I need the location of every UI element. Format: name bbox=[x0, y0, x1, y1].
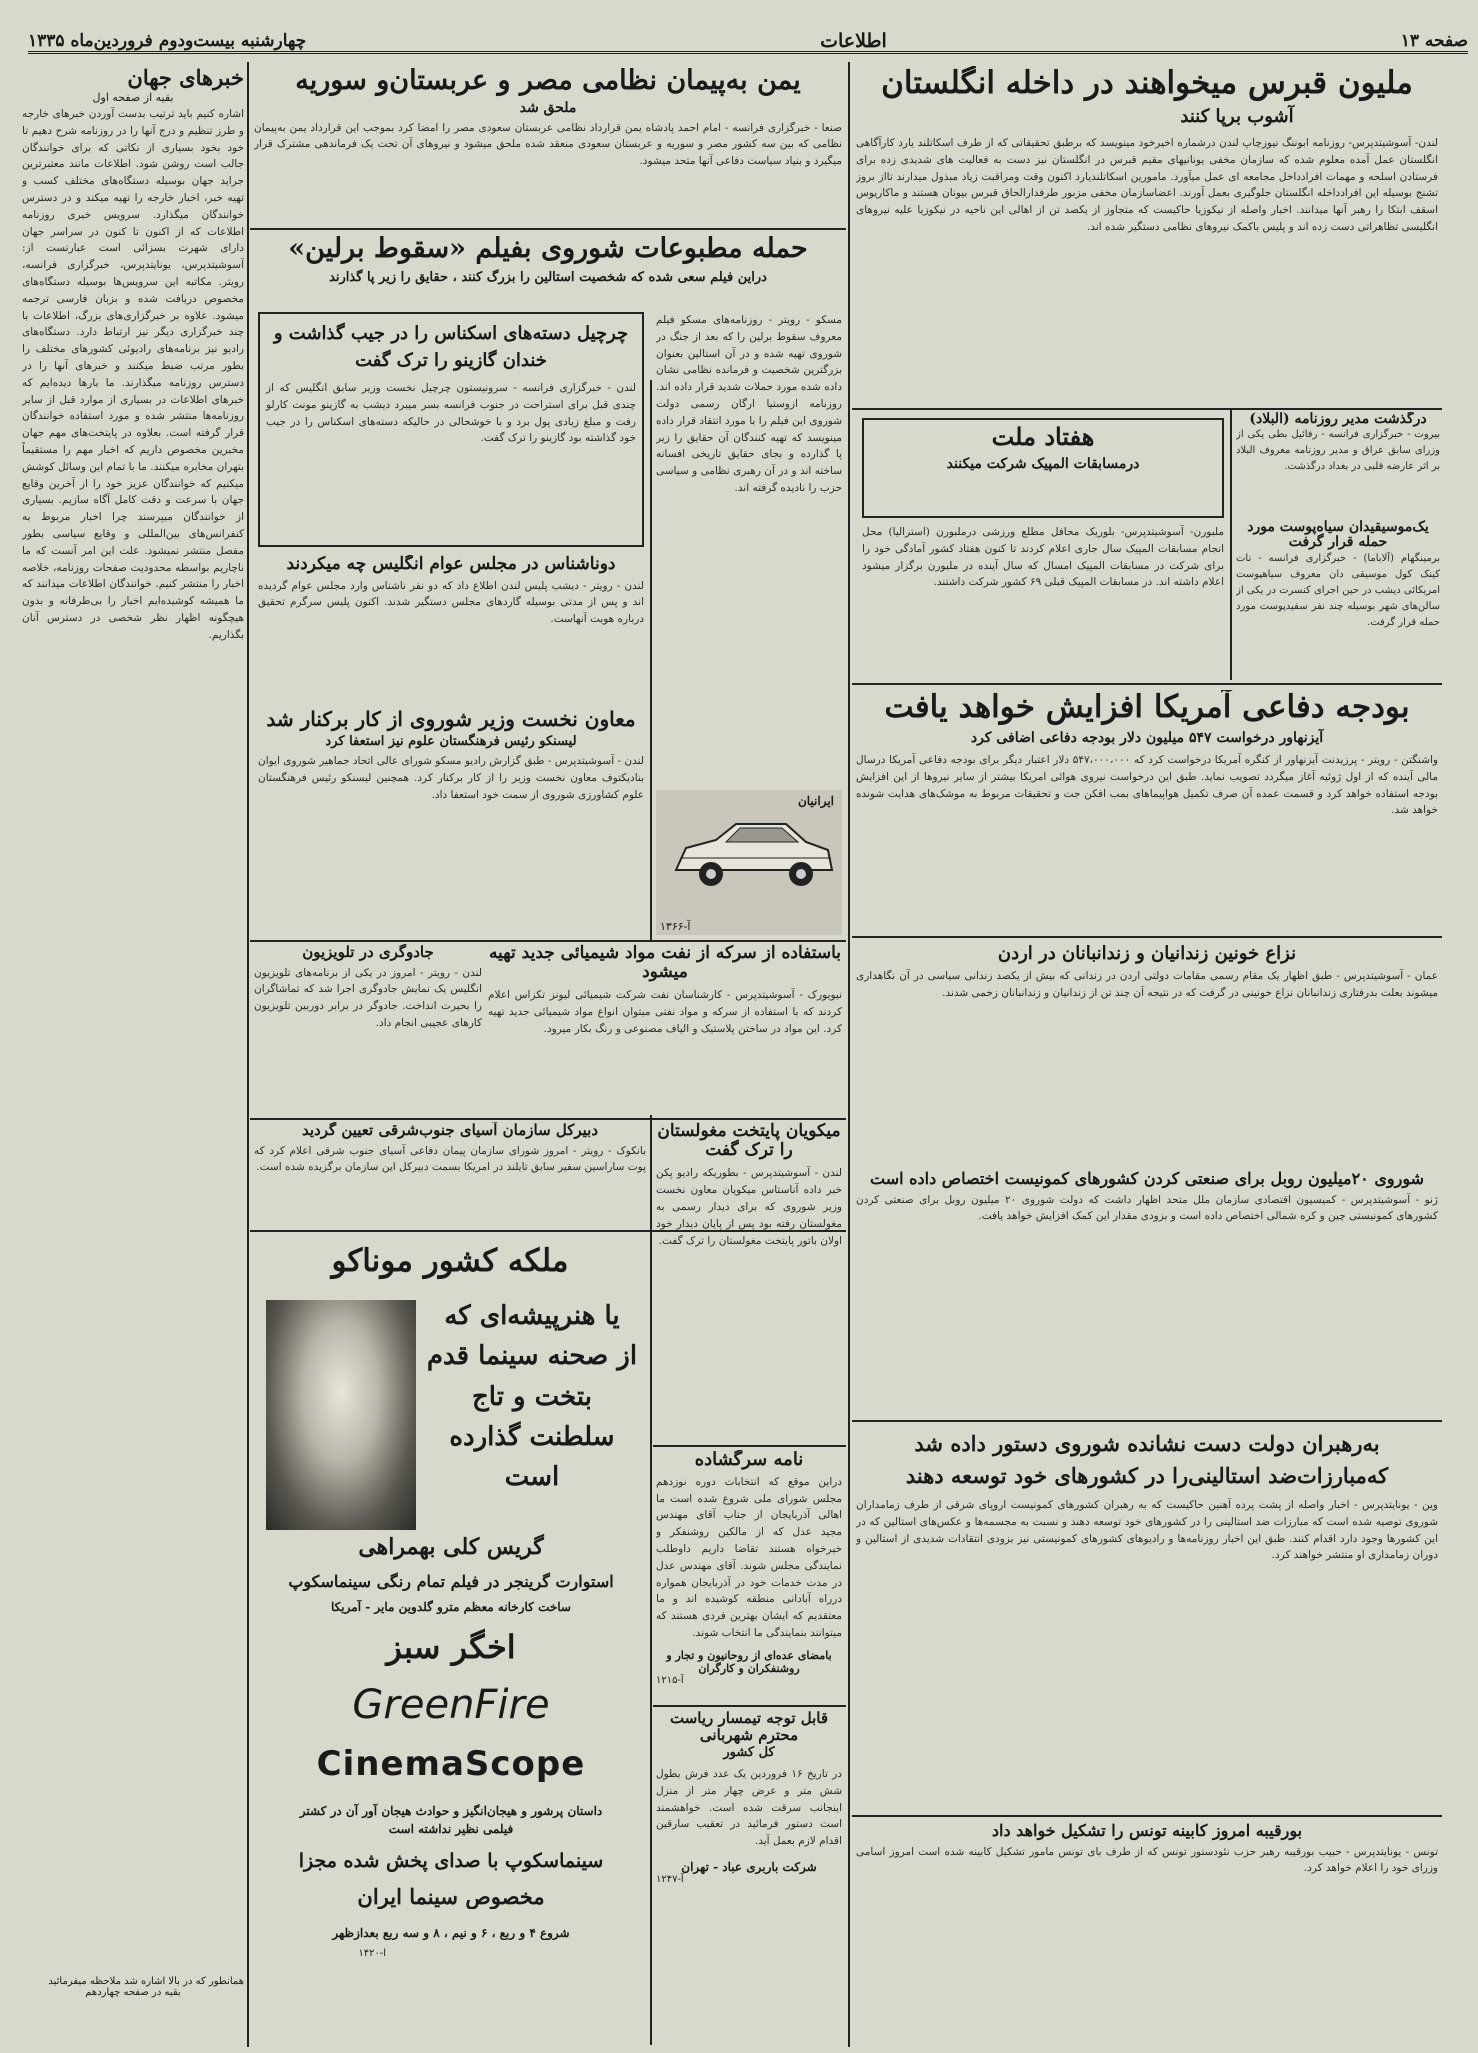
film-ad-line5: است bbox=[504, 1462, 560, 1493]
olympic-box bbox=[862, 418, 1224, 518]
parliament-headline: دوناشناس در مجلس عوام انگلیس چه میکردند bbox=[286, 555, 616, 574]
cyprus-body: لندن- آسوشیتدپرس- روزنامه ابوننگ نیوزچاپ لندن درشماره اخیرخود مینویسد که برطبق تحقیقاتی که از طرف اسکاتلند یارد کارآگاهی انگلستان عمل آمده معلوم شده که سازمان مخفی یونانیهای مقیم قبرس در انگلستان نیز دست به فعالیت های شدیدی زده برای فرستادن اسلحه و مهمات افرادداخل مجامعه ای عمل میآورد. مامورین اسکاتلندیارد اکنون وقت ومراقبت زیاد مبذول میدارند تااز بروز تشنج بوسیله این افرادداخله انگلستان جلوگیری بعمل آورند. اعضاسازمان مخفی مزبور طرفدارالحاق قبرس بیونان هستند و ماکاریوس اسقف ابتکا را رهبر آنها میدانند. اخبار واصله از نیکوزیا حاکیست که متجاوز از یکصد تن از اهالی این ناحیه در نیکوزیا علیه نیروهای انگلیسی تظاهراتی دست زده اند و پلیس باکمک نیروهای نظامی دستگیر شده اند. bbox=[856, 137, 1438, 234]
world-news-title: خبرهای جهان bbox=[127, 66, 244, 90]
rule bbox=[852, 936, 1442, 938]
cyprus-headline: ملیون قبرس میخواهند در داخله انگلستان bbox=[881, 66, 1413, 101]
destalin-body: وین - یونایتدپرس - اخبار واصله از پشت پرده آهنین حاکیست که به رهبران کشورهای کمونیست اروپای شرقی از طرف زمامداران شوروی توصیه شده است که مبارزات ضد استالینی را در کشورهای خود توسعه دهند و نسبت به مجسمه‌ها و عکس‌های استالین که در این کشورها وجود دارد اقدام کنند. طبق این اخبار روزنامه‌ها و رادیوهای کشورهای کمونیستی نیز بزودی انتقادات شدیدی از استالین و دوران زمامداری او منتشر خواهند کرد. bbox=[856, 1499, 1438, 1562]
rule bbox=[852, 1815, 1442, 1817]
rule bbox=[653, 1445, 846, 1447]
open-letter-article bbox=[656, 1450, 842, 1703]
column-rule bbox=[650, 1115, 652, 2045]
notice-headline: قابل توجه تیمسار ریاست محترم شهربانی bbox=[669, 1710, 829, 1744]
actress-photo bbox=[266, 1300, 416, 1530]
olympic-subheadline: درمسابقات المپیک شرکت میکنند bbox=[946, 456, 1140, 473]
chemicals-article bbox=[488, 944, 842, 1114]
us-budget-subheadline: آیزنهاور درخواست ۵۴۷ میلیون دلار بودجه دفاعی اضافی کرد bbox=[970, 730, 1324, 747]
world-news-column bbox=[22, 66, 244, 2041]
seato-article bbox=[254, 1122, 646, 1228]
notice-subheadline: کل کشور bbox=[723, 1745, 775, 1760]
tunisia-headline: بورقیبه امروز کابینه تونس را تشکیل خواهد داد bbox=[991, 1822, 1303, 1840]
tunisia-article bbox=[856, 1822, 1438, 2022]
jordan-headline: نزاع خونین زندانیان و زندانبانان در اردن bbox=[997, 944, 1297, 964]
soviet-film-subheadline: دراین فیلم سعی شده که شخصیت استالین را بزرگ کنند ، حقایق را زیر پا گذارند bbox=[329, 269, 767, 285]
column-rule bbox=[848, 62, 850, 2047]
destalin-article bbox=[856, 1428, 1438, 1813]
film-ad-description: داستان پرشور و هیجان‌انگیز و حوادث هیجان آور آن در کشتر فیلمی نظیر نداشته است bbox=[299, 1804, 603, 1836]
notice-signature: شرکت باربری عباد - تهران bbox=[681, 1859, 817, 1874]
jordan-body: عمان - آسوشیتدپرس - طبق اظهار یک مقام رسمی مقامات دولتی اردن در زندانی که بیش از یکصد زندانی سیاسی در آن نگاهداری میشوند بعلت بدرفتاری زندانبانان نزاع خونینی در گرفت که در نتیجه آن چند تن از زندانیان و زندانبانان زخمی شدند. bbox=[856, 969, 1438, 999]
tv-witch-headline: جادوگری در تلویزیون bbox=[302, 944, 434, 961]
film-ad-title: ملکه کشور موناکو bbox=[331, 1243, 569, 1279]
film-ad-line2: از صحنه سینما قدم bbox=[426, 1341, 638, 1372]
film-ad-cinema: سینماسکوپ با صدای پخش شده مجزا bbox=[298, 1850, 604, 1872]
rule bbox=[852, 408, 1442, 410]
churchill-box bbox=[258, 312, 644, 547]
yemen-article bbox=[254, 66, 842, 226]
masthead bbox=[28, 30, 1468, 54]
world-news-continued-end: بقیه در صفحه چهاردهم bbox=[85, 1987, 181, 1999]
film-ad-line1: یا هنرپیشه‌ای که bbox=[444, 1301, 620, 1331]
musician-headline: یک‌موسیقیدان سیاه‌پوست مورد حمله قرار گرفت bbox=[1247, 520, 1429, 551]
iraq-editor-headline: درگذشت مدیر روزنامه (البلاد) bbox=[1249, 412, 1427, 427]
soviet-deputy-article bbox=[258, 708, 644, 938]
seato-headline: دبیرکل سازمان آسیای جنوب‌شرقی تعیین گردید bbox=[301, 1122, 599, 1139]
us-budget-article bbox=[856, 690, 1438, 934]
rule bbox=[653, 1705, 846, 1707]
car-advertisement bbox=[656, 790, 842, 935]
notice-code: آ-۱۲۴۷ bbox=[656, 1873, 684, 1885]
churchill-body: لندن - خبرگزاری فرانسه - سرونیستون چرچیل نخست وزیر سابق انگلیس که از چندی قبل برای استراحت در جنوب فرانسه بسر میبرد دیشب به گازینو مونت کارلو رفت و مبلغ زیادی پول برد و با خوشحالی در حالیکه دسته‌های اسکناس را در جیب خود گذاشته بود گازینو را ترک گفت. bbox=[266, 382, 636, 445]
us-budget-body: واشنگتن - رویتر - پرزیدنت آیزنهاور از کنگره آمریکا درخواست کرد که ۵۴۷،۰۰۰،۰۰۰ دلار اعتبار دیگر برای بودجه دفاعی آمریکا درسال مالی آینده که از اول ژوئیه آغاز میگردد تصویب نماید. طبق این درخواست نیروی هوائی امریکا بیشتر از سایر نیروها از این افزایش بودجه استفاده خواهد کرد و قسمت عمده آن صرف تکمیل هواپیماهای بمب افکن جت و تحقیقات مربوط به موشک‌های هدایت شونده خواهد شد. bbox=[856, 754, 1438, 817]
rule bbox=[250, 228, 846, 230]
soviet-aid-headline: شوروی ۲۰میلیون روبل برای صنعتی کردن کشورهای کمونیست اختصاص داده است bbox=[870, 1170, 1424, 1188]
world-news-continued: بقیه از صفحه اول bbox=[92, 91, 174, 105]
iraq-editor-article bbox=[1236, 412, 1440, 512]
yemen-subheadline: ملحق شد bbox=[519, 99, 577, 116]
column-rule bbox=[650, 380, 652, 940]
notice-body: در تاریخ ۱۶ فروردین یک عدد فرش بطول شش متر و عرض چهار متر از منزل اینجانب سرقت شده است. خواهشمند است دستور فرمائید در تعقیب سارقین اقدام لازم بعمل آید. bbox=[656, 1768, 842, 1848]
film-ad-studio: ساخت کارخانه معظم مترو گلدوین مایر - آمریکا bbox=[331, 1600, 571, 1614]
notice-article bbox=[656, 1710, 842, 2040]
us-budget-headline: بودجه دفاعی آمریکا افزایش خواهد یافت bbox=[884, 690, 1410, 725]
iraq-editor-body: بیروت - خبرگزاری فرانسه - رفائیل بطی یکی از وزرای سابق عراق و مدیر روزنامه معروف البلاد بر اثر عارضه قلبی در بغداد درگذشت. bbox=[1236, 429, 1440, 473]
film-ad-line3: بتخت و تاج bbox=[472, 1381, 592, 1412]
yemen-headline: یمن به‌پیمان نظامی مصر و عربستان‌و سوریه bbox=[295, 66, 801, 96]
soviet-deputy-subheadline: لیسنکو رئیس فرهنگستان علوم نیز استعفا کرد bbox=[325, 734, 577, 749]
world-news-body: اشاره کنیم باید ترتیب بدست آوردن خبرهای خارجه و طرز تنظیم و درج آنها را در روزنامه شرح دهیم تا خود بخود بسیاری از نکاتی که برای خوانندگان جالب است روشن شود. اطلاعات مانند معتبرترین جراید جهان بوسیله دستگاه‌های مختلف کسب و تهیه خبر، اخبار خارجه را تهیه میکند و در دسترس خوانندگان میگذارد. سرویس خبری روزنامه اطلاعات که از اکنون تا کنون در سراسر جهان دارای شهرت بسزائی است عبارتست از: آسوشیتدپرس، یونایتدپرس، خبرگزاری فرانسه، رویتر. مکاتبه این سرویس‌ها بوسیله دستگاه‌های مخصوص دریافت شده و بزبان فارسی ترجمه میشود. علاوه بر خبرگزاری‌های بزرگ، اطلاعات با چند خبرگزاری دیگر نیز ارتباط دارد. دستگاه‌های رادیو نیز برنامه‌های رادیوئی کشورهای مختلف را بطور مرتب ضبط میکنند و خبرهای آنها را در دسترس روزنامه میگذارند. ما بارها دیده‌ایم که خبرهای اطلاعات در بسیاری از موارد قبل از سایر روزنامه‌ها منتشر شده و مورد استفاده خوانندگان قرار گرفته است. بعلاوه در پایتخت‌های مهم جهان مخبرین مخصوص داریم که اخبار مهم را مستقیماً بتهران مخابره میکنند. ما با تمام این وسائل کوشش میکنیم که خوانندگان عزیز خود را از آخرین وقایع جهان با سرعت و دقت کامل آگاه سازیم. بسیاری از خوانندگان میپرسند چرا اخبار مربوط به کنفرانس‌های بین‌المللی و وقایع سیاسی بطور مفصل منتشر نمیشود. علت این امر آنست که ما ناچاریم بواسطه محدودیت صفحات روزنامه، خلاصه اخبار را منتشر کنیم. خوانندگان اطلاعات میدانند که ما همیشه کوشیده‌ایم اخبار را بی‌طرفانه و بدون هیچگونه اظهار نظر شخصی در دسترس آنان بگذاریم. bbox=[22, 108, 244, 641]
musician-article bbox=[1236, 520, 1440, 680]
newspaper-name: اطلاعات bbox=[820, 30, 887, 52]
rule bbox=[852, 1420, 1442, 1422]
soviet-film-body: مسکو - رویتر - روزنامه‌های مسکو فیلم معروف سقوط برلین را که بعد از جنگ در شوروی تهیه شده و در آن استالین بعنوان بزرگترین شخصیت و فرمانده نظامی نشان داده شده مورد حملات شدید قرار داده اند. روزنامه ازوستیا ارگان رسمی دولت شوروی این فیلم را با مورد انتقاد قرار داده مینویسد که تهیه کنندگان آن حقایق را زیر پا گذارده و بجای حقایق تاریخی افسانه ساخته اند و در آن رهبری نظامی و سیاسی حزب را نادیده گرفته اند. bbox=[656, 314, 842, 494]
rule bbox=[250, 940, 846, 942]
soviet-film-headline: حمله مطبوعات شوروی بفیلم «سقوط برلین» bbox=[288, 234, 808, 264]
film-ad-cinema-name: مخصوص سینما ایران bbox=[357, 1884, 545, 1909]
car-icon bbox=[656, 790, 842, 910]
jordan-article bbox=[856, 944, 1438, 1134]
page-number: صفحه ۱۳ bbox=[1400, 30, 1468, 51]
column-rule bbox=[1230, 410, 1232, 680]
parliament-article bbox=[258, 555, 644, 700]
mongolia-article bbox=[656, 1122, 842, 1442]
cyprus-article bbox=[856, 66, 1438, 406]
open-letter-headline: نامه سرگشاده bbox=[694, 1450, 804, 1470]
chemicals-headline: باستفاده از سرکه از نفت مواد شیمیائی جدید تهیه میشود bbox=[488, 944, 842, 982]
world-news-footer: همانطور که در بالا اشاره شد ملاحظه میفرمائید bbox=[48, 1976, 244, 1988]
parliament-body: لندن - رویتر - دیشب پلیس لندن اطلاع داد که دو نفر ناشناس وارد مجلس عوام گردیده اند و پس از مدتی بوسیله گاردهای مجلس دستگیر شدند. اکنون پلیس سرگرم تحقیق درباره هویت آنهاست. bbox=[258, 579, 644, 626]
soviet-deputy-headline: معاون نخست وزیر شوروی از کار برکنار شد bbox=[266, 708, 636, 731]
cinemascope-logo: CinemaScope bbox=[316, 1744, 586, 1784]
issue-date: چهارشنبه بیست‌ودوم فروردین‌ماه ۱۳۳۵ bbox=[28, 30, 307, 51]
rule bbox=[250, 1118, 846, 1120]
cyprus-subheadline: آشوب برپا کنند bbox=[1180, 106, 1294, 128]
film-ad-line4: سلطنت گذارده bbox=[449, 1421, 615, 1452]
open-letter-signature: بامضای عده‌ای از روحانیون و تجار و روشنفکران و کارگران bbox=[666, 1648, 832, 1675]
film-ad-star: گریس کلی بهمراهی bbox=[358, 1534, 544, 1560]
soviet-aid-body: ژنو - آسوشیتدپرس - کمیسیون اقتصادی سازمان ملل متحد اظهار داشت که دولت شوروی ۲۰ میلیون روبل برای صنعتی کردن کشورهای کمونیستی چین و کره شمالی اختصاص داده است و بزودی مقدار این کمک افزایش خواهد یافت. bbox=[856, 1193, 1438, 1223]
soviet-film-heading bbox=[254, 234, 842, 306]
olympic-headline: هفتاد ملت bbox=[991, 422, 1095, 451]
open-letter-body: دراین موقع که انتخابات دوره نوزدهم مجلس شورای ملی شروع شده است ما اهالی آذربایجان از جناب آقای مهندس مجید عدل که از مالکین روشنفکر و خیرخواه هستند تقاضا داریم داوطلب نمایندگی مجلس شوند. آقای مهندس عدل در مدت خدمات خود در آذربایجان همواره درراه آبادانی منطقه کوشیده اند و ما معتقدیم که ایشان بهترین فردی هستند که میتوانند بنمایندگی ما انتخاب شوند. bbox=[656, 1475, 842, 1639]
film-ad-title-en: GreenFire bbox=[352, 1682, 550, 1728]
mongolia-headline: میکویان پایتخت مغولستان را ترک گفت bbox=[657, 1122, 841, 1160]
open-letter-code: آ-۱۲۱۵ bbox=[656, 1674, 684, 1686]
seato-body: بانکوک - رویتر - امروز شورای سازمان پیمان دفاعی آسیای جنوب شرقی اعلام کرد که پوت ساراسین سفیر سابق تایلند در امریکا بسمت دبیرکل این سازمان برگزیده شده است. bbox=[254, 1144, 646, 1174]
tv-witch-article bbox=[254, 944, 482, 1114]
film-ad-times: شروع ۴ و ربع ، ۶ و نیم ، ۸ و سه ربع بعدازظهر bbox=[332, 1926, 570, 1940]
car-ad-brand: ایرانیان bbox=[797, 794, 834, 808]
car-ad-code: آ-۱۳۶۶ bbox=[660, 920, 691, 933]
film-advertisement bbox=[254, 1236, 646, 2042]
film-ad-costar: استوارت گرینجر در فیلم تمام رنگی سینماسکوپ bbox=[288, 1572, 614, 1591]
tv-witch-body: لندن - رویتر - امروز در یکی از برنامه‌های تلویزیون انگلیس یک نمایش جادوگری اجرا شد که تماشاگران را بحیرت انداخت. جادوگر در برابر دوربین تلویزیون کارهای عجیبی انجام داد. bbox=[254, 966, 482, 1029]
column-rule bbox=[247, 62, 249, 2047]
film-ad-title-fa: اخگر سبز bbox=[386, 1628, 516, 1666]
rule bbox=[852, 683, 1442, 685]
mongolia-body: لندن - آسوشیتدپرس - بطوریکه رادیو پکن خبر داده آناستاس میکویان معاون نخست وزیر شوروی که برای دیدار رسمی به مغولستان رفته بود پس از پایان دیدار خود اولان باتور پایتخت مغولستان را ترک گفت. bbox=[656, 1167, 842, 1247]
destalin-headline: به‌رهبران دولت‌ دست‌ نشانده‌ شوروی‌ دستور داده شد که‌مبارزات‌ضد استالینی‌را در کشورهای خود توسعه دهند bbox=[905, 1431, 1389, 1488]
yemen-body: صنعا - خبرگزاری فرانسه - امام احمد پادشاه یمن قرارداد نظامی عربستان سعودی مصر را امضا کرد بموجب این قرارداد یمن به‌پیمان نظامی که بین سه کشور مصر و سوریه و عربستان سعودی منعقد شده ملحق میشود و نیروهای آن تحت یک فرماندهی مشترک قرار میگیرد و بنیاد سیاست دفاعی آنها متحد میشود. bbox=[254, 121, 842, 168]
tunisia-body: تونس - یونایتدپرس - حبیب بورقیبه رهبر حزب نئودستور تونس که از طرف بای تونس مامور تشکیل کابینه شده است امروز اسامی وزرای خود را اعلام خواهد کرد. bbox=[856, 1845, 1438, 1875]
soviet-aid-article bbox=[856, 1170, 1438, 1415]
soviet-deputy-body: لندن - آسوشیتدپرس - طبق گزارش رادیو مسکو شورای عالی اتحاد جماهیر شوروی ایوان بنادیکتوف معاون نخست وزیر را از کار برکنار کرد. همچنین لیسنکو رئیس فرهنگستان علوم کشاورزی شوروی از سمت خود استعفا داد. bbox=[258, 755, 644, 801]
musician-body: برمینگهام (آلاباما) - خبرگزاری فرانسه - نات کینک کول موسیقی دان معروف سیاهپوست امریکائی دیشب در حین اجرای کنسرت در یکی از سالن‌های شهر بوسیله چند نفر سفیدپوست مورد حمله قرار گرفت. bbox=[1236, 552, 1440, 628]
olympic-body: ملبورن- آسوشیتدپرس- بلوریک محافل مطلع ورزشی درملبورن (استرالیا) محل انجام مسابقات المپیک سال جاری اعلام کردند تا کنون هفتاد کشور آمادگی خود را برای شرکت در مسابقات المپیک امسال که سال آینده در ملبورن برگزار میشود اعلام داشته اند. در مسابقات المپیک قبلی ۶۹ کشور شرکت داشتند. bbox=[862, 526, 1224, 589]
churchill-headline: چرچیل دسته‌های اسکناس را در جیب گذاشت و خندان گازینو را ترک گفت bbox=[273, 323, 629, 371]
chemicals-body: نیویورک - آسوشیتدپرس - کارشناسان نفت شرکت شیمیائی لیونز تکزاس اعلام کردند که با استفاده از سرکه و مواد نفتی میتوان انواع مواد شیمیائی جدید تهیه کرد. این مواد در ساختن پلاستیک و الیاف مصنوعی و رنگ بکار میرود. bbox=[488, 989, 842, 1035]
film-ad-code: آ-۱۴۲۰ bbox=[358, 1948, 386, 1959]
